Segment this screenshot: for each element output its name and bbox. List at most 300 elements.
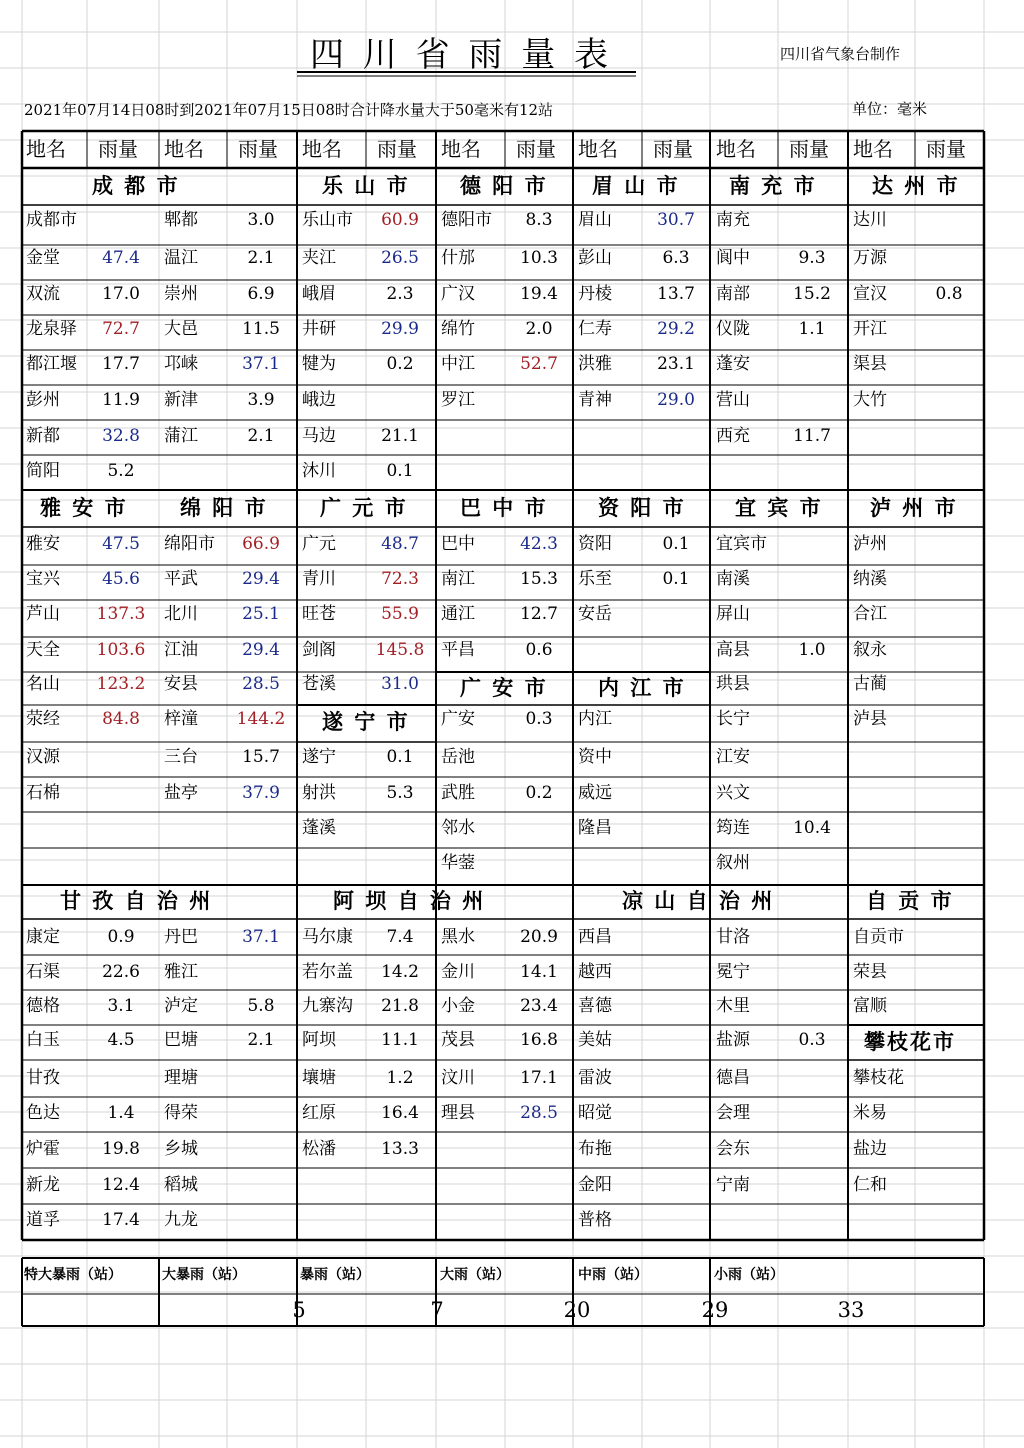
station-name: 小金 (441, 996, 475, 1016)
station-rainfall: 32.8 (102, 426, 140, 446)
station-rainfall: 0.1 (386, 747, 414, 767)
station-rainfall: 0.9 (107, 927, 135, 947)
station-rainfall: 2.3 (386, 284, 414, 304)
station-rainfall: 29.4 (242, 640, 280, 660)
city-yaan: 雅 安 市 (40, 495, 128, 520)
station-rainfall: 12.4 (102, 1175, 140, 1195)
station-name: 松潘 (302, 1139, 336, 1159)
station-name: 道孚 (26, 1210, 60, 1230)
station-rainfall: 1.2 (386, 1068, 414, 1088)
station-name: 会理 (716, 1103, 750, 1123)
station-name: 白玉 (26, 1030, 60, 1050)
station-name: 汉源 (26, 747, 60, 767)
station-rainfall: 8.3 (525, 210, 553, 230)
station-name: 西昌 (578, 927, 612, 947)
station-name: 理县 (441, 1103, 475, 1123)
station-rainfall: 2.0 (525, 319, 553, 339)
station-name: 屏山 (716, 604, 750, 624)
station-name: 荣县 (853, 962, 887, 982)
station-name: 荥经 (26, 709, 60, 729)
station-name: 筠连 (716, 818, 750, 838)
station-name: 旺苍 (302, 604, 336, 624)
station-rainfall: 1.0 (798, 640, 826, 660)
station-name: 仁和 (853, 1175, 887, 1195)
station-name: 宣汉 (853, 284, 887, 304)
station-name: 色达 (26, 1103, 60, 1123)
station-name: 平昌 (441, 640, 475, 660)
station-rainfall: 48.7 (381, 534, 419, 554)
station-rainfall: 17.1 (520, 1068, 558, 1088)
station-rainfall: 0.1 (662, 534, 690, 554)
station-name: 叙永 (853, 640, 887, 660)
station-rainfall: 28.5 (242, 674, 280, 694)
station-rainfall: 21.1 (381, 426, 419, 446)
station-rainfall: 15.3 (520, 569, 558, 589)
header-name: 地名 (302, 137, 342, 161)
station-name: 得荣 (164, 1103, 198, 1123)
station-rainfall: 31.0 (381, 674, 419, 694)
station-name: 喜德 (578, 996, 612, 1016)
station-rainfall: 17.4 (102, 1210, 140, 1230)
station-name: 绵阳市 (164, 534, 215, 554)
station-rainfall: 60.9 (381, 210, 419, 230)
station-name: 通江 (441, 604, 475, 624)
station-rainfall: 45.6 (102, 569, 140, 589)
header-name: 地名 (578, 137, 618, 161)
station-name: 武胜 (441, 783, 475, 803)
station-name: 南江 (441, 569, 475, 589)
header-value: 雨量 (789, 137, 829, 161)
station-name: 乐山市 (302, 210, 353, 230)
station-name: 冕宁 (716, 962, 750, 982)
station-rainfall: 37.1 (242, 354, 280, 374)
city-meishan: 眉 山 市 (592, 173, 680, 198)
station-name: 蓬安 (716, 354, 750, 374)
station-name: 射洪 (302, 783, 336, 803)
station-name: 峨边 (302, 390, 336, 410)
station-rainfall: 1.4 (107, 1103, 135, 1123)
city-panzhihua: 攀枝花市 (864, 1029, 956, 1054)
summary-label: 小雨（站） (714, 1267, 784, 1283)
station-name: 兴文 (716, 783, 750, 803)
summary-count: 20 (563, 1298, 591, 1322)
station-rainfall: 10.3 (520, 248, 558, 268)
station-name: 德阳市 (441, 210, 492, 230)
station-rainfall: 4.5 (107, 1030, 135, 1050)
station-name: 红原 (302, 1103, 336, 1123)
page-title: 四 川 省 雨 量 表 (310, 35, 613, 75)
station-name: 威远 (578, 783, 612, 803)
station-name: 新津 (164, 390, 198, 410)
station-name: 昭觉 (578, 1103, 612, 1123)
station-rainfall: 14.1 (520, 962, 558, 982)
station-name: 布拖 (578, 1139, 612, 1159)
station-rainfall: 30.7 (657, 210, 695, 230)
station-name: 峨眉 (302, 284, 336, 304)
station-name: 新都 (26, 426, 60, 446)
city-guangyuan: 广 元 市 (320, 495, 408, 520)
station-name: 青川 (302, 569, 336, 589)
station-name: 高县 (716, 640, 750, 660)
city-yibin: 宜 宾 市 (735, 495, 823, 520)
station-rainfall: 0.2 (386, 354, 414, 374)
station-name: 阿坝 (302, 1030, 336, 1050)
station-rainfall: 25.1 (242, 604, 280, 624)
station-name: 剑阁 (302, 640, 336, 660)
station-name: 德昌 (716, 1068, 750, 1088)
station-name: 洪雅 (578, 354, 612, 374)
station-rainfall: 137.3 (96, 604, 146, 624)
station-name: 丹棱 (578, 284, 612, 304)
station-name: 广安 (441, 709, 475, 729)
station-name: 盐源 (716, 1030, 750, 1050)
station-name: 资阳 (578, 534, 612, 554)
station-name: 绵竹 (441, 319, 475, 339)
station-name: 盐亭 (164, 783, 198, 803)
station-name: 美姑 (578, 1030, 612, 1050)
city-dazhou: 达 州 市 (872, 173, 960, 198)
city-liangshan: 凉 山 自 治 州 (622, 888, 775, 913)
station-rainfall: 52.7 (520, 354, 558, 374)
station-rainfall: 3.9 (247, 390, 275, 410)
summary-count: 33 (837, 1298, 865, 1322)
station-name: 万源 (853, 248, 887, 268)
station-name: 北川 (164, 604, 198, 624)
station-rainfall: 145.8 (375, 640, 425, 660)
station-name: 叙州 (716, 853, 750, 873)
station-rainfall: 11.9 (102, 390, 140, 410)
station-name: 简阳 (26, 461, 60, 481)
station-name: 长宁 (716, 709, 750, 729)
station-name: 南部 (716, 284, 750, 304)
station-name: 夹江 (302, 248, 336, 268)
summary-count: 5 (292, 1298, 306, 1322)
station-rainfall: 26.5 (381, 248, 419, 268)
station-rainfall: 84.8 (102, 709, 140, 729)
station-name: 安岳 (578, 604, 612, 624)
station-name: 郫都 (164, 210, 198, 230)
station-name: 理塘 (164, 1068, 198, 1088)
station-name: 温江 (164, 248, 198, 268)
station-name: 江油 (164, 640, 198, 660)
station-name: 宝兴 (26, 569, 60, 589)
station-name: 甘洛 (716, 927, 750, 947)
station-name: 眉山 (578, 210, 612, 230)
station-name: 新龙 (26, 1175, 60, 1195)
station-rainfall: 15.2 (793, 284, 831, 304)
station-name: 雅安 (26, 534, 60, 554)
station-name: 广汉 (441, 284, 475, 304)
station-name: 攀枝花 (853, 1068, 904, 1088)
station-rainfall: 2.1 (247, 426, 275, 446)
station-name: 南充 (716, 210, 750, 230)
station-rainfall: 22.6 (102, 962, 140, 982)
station-name: 炉霍 (26, 1139, 60, 1159)
station-rainfall: 15.7 (242, 747, 280, 767)
station-rainfall: 21.8 (381, 996, 419, 1016)
station-name: 若尔盖 (302, 962, 353, 982)
station-rainfall: 42.3 (520, 534, 558, 554)
station-name: 中江 (441, 354, 475, 374)
station-name: 泸县 (853, 709, 887, 729)
city-mianyang: 绵 阳 市 (180, 495, 268, 520)
station-name: 石渠 (26, 962, 60, 982)
station-rainfall: 5.8 (247, 996, 275, 1016)
station-rainfall: 55.9 (381, 604, 419, 624)
station-name: 宜宾市 (716, 534, 767, 554)
station-name: 茂县 (441, 1030, 475, 1050)
station-rainfall: 19.4 (520, 284, 558, 304)
station-name: 内江 (578, 709, 612, 729)
station-name: 平武 (164, 569, 198, 589)
station-rainfall: 11.7 (793, 426, 831, 446)
station-name: 合江 (853, 604, 887, 624)
header-value: 雨量 (926, 137, 966, 161)
header-value: 雨量 (653, 137, 693, 161)
station-name: 黑水 (441, 927, 475, 947)
station-name: 龙泉驿 (26, 319, 77, 339)
city-ganzi: 甘 孜 自 治 州 (60, 888, 213, 913)
station-name: 自贡市 (853, 927, 904, 947)
station-rainfall: 23.4 (520, 996, 558, 1016)
station-name: 康定 (26, 927, 60, 947)
station-name: 南溪 (716, 569, 750, 589)
station-rainfall: 0.2 (525, 783, 553, 803)
station-name: 稻城 (164, 1175, 198, 1195)
station-rainfall: 29.0 (657, 390, 695, 410)
station-name: 开江 (853, 319, 887, 339)
station-name: 安县 (164, 674, 198, 694)
station-name: 都江堰 (26, 354, 77, 374)
station-name: 隆昌 (578, 818, 612, 838)
station-name: 彭州 (26, 390, 60, 410)
station-rainfall: 72.7 (102, 319, 140, 339)
maker-label: 四川省气象台制作 (780, 45, 901, 63)
station-name: 彭山 (578, 248, 612, 268)
station-rainfall: 13.3 (381, 1139, 419, 1159)
station-name: 宁南 (716, 1175, 750, 1195)
station-name: 乡城 (164, 1139, 198, 1159)
station-name: 达川 (853, 210, 887, 230)
summary-label: 中雨（站） (578, 1267, 648, 1283)
station-rainfall: 0.3 (798, 1030, 826, 1050)
station-name: 名山 (26, 674, 60, 694)
station-rainfall: 0.1 (386, 461, 414, 481)
city-guangan: 广 安 市 (460, 675, 548, 700)
station-rainfall: 5.2 (107, 461, 135, 481)
station-name: 德格 (26, 996, 60, 1016)
station-rainfall: 19.8 (102, 1139, 140, 1159)
station-rainfall: 144.2 (236, 709, 286, 729)
station-rainfall: 28.5 (520, 1103, 558, 1123)
station-name: 梓潼 (164, 709, 198, 729)
summary-label: 大雨（站） (440, 1267, 510, 1283)
city-nanchong: 南 充 市 (729, 173, 817, 198)
station-rainfall: 17.7 (102, 354, 140, 374)
station-rainfall: 2.1 (247, 248, 275, 268)
station-rainfall: 47.5 (102, 534, 140, 554)
station-name: 普格 (578, 1210, 612, 1230)
summary-label: 大暴雨（站） (162, 1267, 246, 1283)
summary-count: 29 (701, 1298, 729, 1322)
station-name: 乐至 (578, 569, 612, 589)
station-name: 九龙 (164, 1210, 198, 1230)
station-rainfall: 11.1 (381, 1030, 419, 1050)
station-name: 木里 (716, 996, 750, 1016)
city-neijiang: 内 江 市 (598, 675, 686, 700)
station-name: 遂宁 (302, 747, 336, 767)
station-name: 仁寿 (578, 319, 612, 339)
station-rainfall: 37.1 (242, 927, 280, 947)
station-name: 壤塘 (302, 1068, 336, 1088)
station-name: 丹巴 (164, 927, 198, 947)
summary-count: 7 (430, 1298, 444, 1322)
station-name: 纳溪 (853, 569, 887, 589)
header-value: 雨量 (238, 137, 278, 161)
station-name: 大竹 (853, 390, 887, 410)
station-rainfall: 9.3 (798, 248, 826, 268)
station-name: 双流 (26, 284, 60, 304)
station-name: 汶川 (441, 1068, 475, 1088)
station-rainfall: 1.1 (798, 319, 826, 339)
station-rainfall: 0.1 (662, 569, 690, 589)
unit-label: 单位：毫米 (852, 100, 928, 118)
station-name: 石棉 (26, 783, 60, 803)
city-bazhong: 巴 中 市 (460, 495, 548, 520)
station-rainfall: 47.4 (102, 248, 140, 268)
city-luzhou: 泸 州 市 (870, 495, 958, 520)
station-rainfall: 37.9 (242, 783, 280, 803)
station-name: 渠县 (853, 354, 887, 374)
city-suining: 遂 宁 市 (322, 709, 410, 734)
header-value: 雨量 (98, 137, 138, 161)
station-rainfall: 3.1 (107, 996, 135, 1016)
station-name: 崇州 (164, 284, 198, 304)
station-name: 芦山 (26, 604, 60, 624)
station-name: 甘孜 (26, 1068, 60, 1088)
station-name: 巴塘 (164, 1030, 198, 1050)
header-name: 地名 (716, 137, 756, 161)
station-name: 阆中 (716, 248, 750, 268)
station-name: 苍溪 (302, 674, 336, 694)
station-rainfall: 123.2 (96, 674, 146, 694)
station-rainfall: 17.0 (102, 284, 140, 304)
station-rainfall: 16.4 (381, 1103, 419, 1123)
station-name: 珙县 (716, 674, 750, 694)
station-name: 营山 (716, 390, 750, 410)
station-name: 金川 (441, 962, 475, 982)
station-rainfall: 23.1 (657, 354, 695, 374)
station-name: 资中 (578, 747, 612, 767)
header-name: 地名 (164, 137, 204, 161)
station-name: 三台 (164, 747, 198, 767)
city-chengdu: 成 都 市 (92, 173, 180, 198)
station-name: 富顺 (853, 996, 887, 1016)
station-name: 巴中 (441, 534, 475, 554)
station-rainfall: 16.8 (520, 1030, 558, 1050)
station-name: 江安 (716, 747, 750, 767)
station-name: 井研 (302, 319, 336, 339)
subtitle: 2021年07月14日08时到2021年07月15日08时合计降水量大于50毫米有12站 (24, 101, 554, 119)
station-rainfall: 29.4 (242, 569, 280, 589)
station-name: 天全 (26, 640, 60, 660)
station-name: 邛崃 (164, 354, 198, 374)
station-name: 金阳 (578, 1175, 612, 1195)
station-name: 沐川 (302, 461, 336, 481)
station-name: 雷波 (578, 1068, 612, 1088)
station-name: 西充 (716, 426, 750, 446)
station-name: 马尔康 (302, 927, 353, 947)
station-rainfall: 7.4 (386, 927, 414, 947)
header-name: 地名 (853, 137, 893, 161)
station-name: 成都市 (26, 210, 77, 230)
station-name: 邻水 (441, 818, 475, 838)
station-name: 盐边 (853, 1139, 887, 1159)
station-name: 什邡 (441, 248, 475, 268)
station-rainfall: 66.9 (242, 534, 280, 554)
station-rainfall: 72.3 (381, 569, 419, 589)
station-name: 蓬溪 (302, 818, 336, 838)
station-rainfall: 5.3 (386, 783, 414, 803)
station-name: 罗江 (441, 390, 475, 410)
station-rainfall: 6.3 (662, 248, 690, 268)
summary-label: 暴雨（站） (300, 1267, 370, 1283)
station-name: 青神 (578, 390, 612, 410)
station-name: 米易 (853, 1103, 887, 1123)
station-rainfall: 11.5 (242, 319, 280, 339)
station-rainfall: 103.6 (96, 640, 146, 660)
station-name: 大邑 (164, 319, 198, 339)
station-rainfall: 13.7 (657, 284, 695, 304)
header-name: 地名 (26, 137, 66, 161)
station-name: 仪陇 (716, 319, 750, 339)
station-name: 泸州 (853, 534, 887, 554)
station-name: 金堂 (26, 248, 60, 268)
station-name: 蒲江 (164, 426, 198, 446)
city-zigong: 自 贡 市 (866, 888, 954, 913)
station-name: 会东 (716, 1139, 750, 1159)
city-aba: 阿 坝 自 治 州 (333, 888, 486, 913)
station-name: 九寨沟 (302, 996, 353, 1016)
station-rainfall: 3.0 (247, 210, 275, 230)
station-rainfall: 10.4 (793, 818, 831, 838)
station-rainfall: 14.2 (381, 962, 419, 982)
summary-label: 特大暴雨（站） (24, 1267, 122, 1283)
station-rainfall: 2.1 (247, 1030, 275, 1050)
station-rainfall: 0.8 (935, 284, 963, 304)
station-name: 马边 (302, 426, 336, 446)
city-deyang: 德 阳 市 (460, 173, 548, 198)
header-name: 地名 (441, 137, 481, 161)
header-value: 雨量 (377, 137, 417, 161)
station-name: 岳池 (441, 747, 475, 767)
city-leshan: 乐 山 市 (322, 173, 410, 198)
station-name: 华蓥 (441, 853, 475, 873)
station-name: 雅江 (164, 962, 198, 982)
station-rainfall: 29.9 (381, 319, 419, 339)
station-rainfall: 29.2 (657, 319, 695, 339)
header-value: 雨量 (516, 137, 556, 161)
station-name: 越西 (578, 962, 612, 982)
station-name: 泸定 (164, 996, 198, 1016)
station-rainfall: 20.9 (520, 927, 558, 947)
station-name: 古蔺 (853, 674, 887, 694)
city-ziyang: 资 阳 市 (598, 495, 686, 520)
station-name: 犍为 (302, 354, 336, 374)
station-rainfall: 6.9 (247, 284, 275, 304)
station-rainfall: 12.7 (520, 604, 558, 624)
station-rainfall: 0.6 (525, 640, 553, 660)
